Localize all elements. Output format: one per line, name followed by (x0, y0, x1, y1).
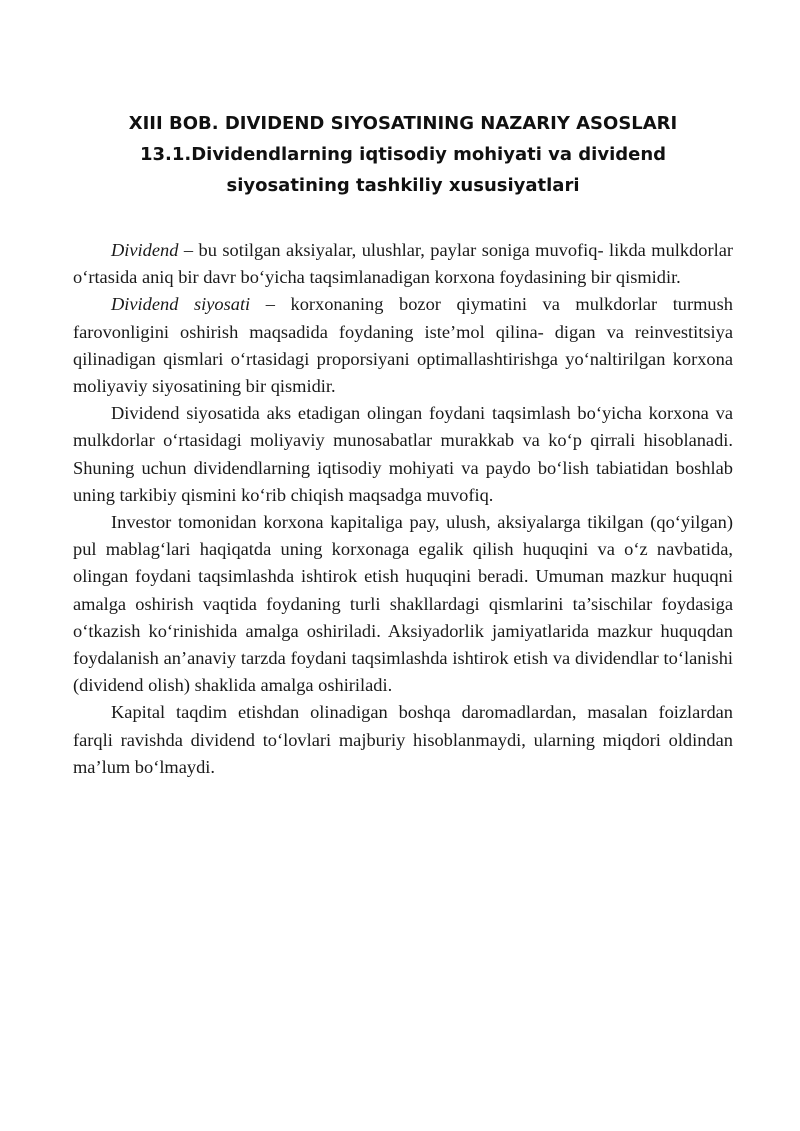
paragraph-text: – korxonaning bozor qiymatini va mulkdorlar turmush farovonligini oshirish maqsadida foydaning iste’mol qilina- digan va reinvestitsiya qilinadigan qismlari o‘rtasidagi proporsiyani optimallashtirishga yo‘naltirilgan korxona moliyaviy siyosatining bir qismidir. (73, 294, 733, 397)
paragraph-dividend-definition (73, 237, 733, 291)
paragraph-text: – bu sotilgan aksiyalar, ulushlar, paylar soniga muvofiq- likda mulkdorlar o‘rtasida aniq bir davr bo‘yicha taqsimlanadigan korxona foydasining bir qismidir. (73, 240, 733, 288)
paragraph-dividend-policy-definition (73, 291, 733, 400)
chapter-title: XIII BOB. DIVIDEND SIYOSATINING NAZARIY ASOSLARI (128, 113, 678, 134)
headings-block (73, 108, 733, 201)
body-text (73, 237, 733, 781)
document-page (73, 108, 733, 781)
term-dividend: Dividend (111, 240, 179, 260)
section-title: 13.1.Dividendlarning iqtisodiy mohiyati va dividend siyosatining tashkiliy xususiyatlari (139, 144, 667, 196)
term-dividend-policy: Dividend siyosati (111, 294, 251, 315)
paragraph: Investor tomonidan korxona kapitaliga pay, ulush, aksiyalarga tikilgan (qo‘yilgan) pul mablag‘lari haqiqatda uning korxonaga egalik qilish huquqini va o‘z navbatida, olingan foydani taqsimlashda ishtirok etish huquqini beradi. Umuman mazkur huquqni amalga oshirish vaqtida foydaning turli shakllardagi qismlarini ta’sischilar foydasiga o‘tkazish ko‘rinishida amalga oshiriladi. Aksiyadorlik jamiyatlarida mazkur huquqdan foydalanish an’anaviy tarzda foydani taqsimlashda ishtirok etish va dividendlar to‘lanishi (dividend olish) shaklida amalga oshiriladi. (73, 512, 733, 696)
paragraph: Kapital taqdim etishdan olinadigan boshqa daromadlardan, masalan foizlardan farqli ravishda dividend to‘lovlari majburiy hisoblanmaydi, ularning miqdori oldindan ma’lum bo‘lmaydi. (73, 702, 733, 777)
paragraph: Dividend siyosatida aks etadigan olingan foydani taqsimlash bo‘yicha korxona va mulkdorlar o‘rtasidagi moliyaviy munosabatlar murakkab va ko‘p qirrali hisoblanadi. Shuning uchun dividendlarning iqtisodiy mohiyati va paydo bo‘lish tabiatidan boshlab uning tarkibiy qismini ko‘rib chiqish maqsadga muvofiq. (73, 403, 733, 505)
